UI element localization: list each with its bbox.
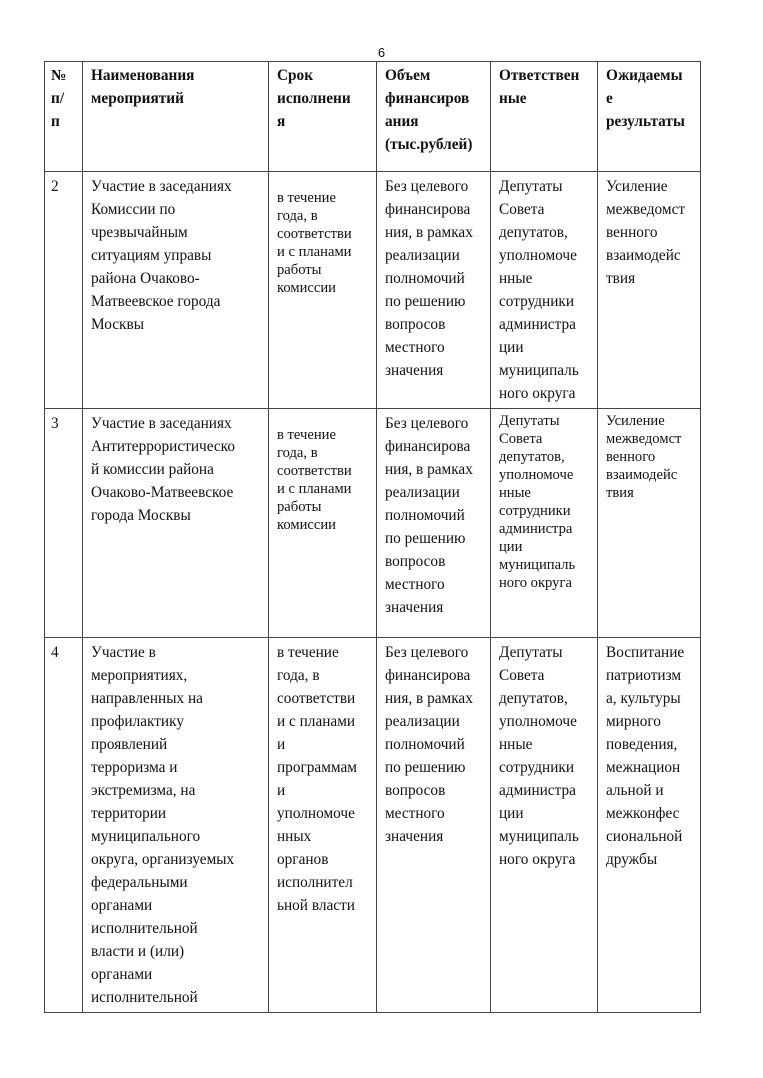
page-number: 6 <box>377 45 386 60</box>
row-funding-cell: Без целевого финансирова ния, в рамках реализации полномочий по решению вопросов местного значения <box>377 409 491 638</box>
table-header-row <box>45 62 701 172</box>
events-table <box>44 61 701 1013</box>
row-num-cell: 3 <box>45 409 83 638</box>
row-results-cell: Воспитание патриотизм а, культуры мирного поведения, межнацион альной и межконфес сиональной дружбы <box>598 638 701 1013</box>
header-funding: Объем финансиров ания (тыс.рублей) <box>377 62 491 172</box>
table-row <box>45 172 701 409</box>
row-funding-cell: Без целевого финансирова ния, в рамках реализации полномочий по решению вопросов местного значения <box>377 172 491 409</box>
row-funding-cell: Без целевого финансирова ния, в рамках реализации полномочий по решению вопросов местного значения <box>377 638 491 1013</box>
row-responsible-cell: Депутаты Совета депутатов, уполномоче нные сотрудники администра ции муниципаль ного округа <box>491 638 598 1013</box>
table-row <box>45 638 701 1013</box>
header-term: Срок исполнени я <box>269 62 377 172</box>
row-term-cell: в течение года, в соответстви и с планами работы комиссии <box>269 172 377 409</box>
row-name-cell: Участие в заседаниях Антитеррористическо й комиссии района Очаково-Матвеевское города Москвы <box>83 409 269 638</box>
row-num-cell: 2 <box>45 172 83 409</box>
table-row <box>45 409 701 638</box>
row-name-cell: Участие в заседаниях Комиссии по чрезвычайным ситуациям управы района Очаково- Матвеевское города Москвы <box>83 172 269 409</box>
header-responsible: Ответствен ные <box>491 62 598 172</box>
row-responsible-cell: Депутаты Совета депутатов, уполномоче нные сотрудники администра ции муниципаль ного округа <box>491 409 598 638</box>
row-results-cell: Усиление межведомст венного взаимодейс твия <box>598 172 701 409</box>
row-term-cell: в течение года, в соответстви и с планами и программам и уполномоче нных органов исполнител ьной власти <box>269 638 377 1013</box>
row-term-cell: в течение года, в соответстви и с планами работы комиссии <box>269 409 377 638</box>
row-responsible-cell: Депутаты Совета депутатов, уполномоче нные сотрудники администра ции муниципаль ного округа <box>491 172 598 409</box>
header-num: № п/ п <box>45 62 83 172</box>
row-name-cell: Участие в мероприятиях, направленных на профилактику проявлений терроризма и экстремизма, на территории муниципального округа, организуемых федеральными органами исполнительной власти и (или) органами исполнительной <box>83 638 269 1013</box>
header-results: Ожидаемы е результаты <box>598 62 701 172</box>
header-name: Наименования мероприятий <box>83 62 269 172</box>
row-results-cell: Усиление межведомст венного взаимодейс твия <box>598 409 701 638</box>
row-num-cell: 4 <box>45 638 83 1013</box>
